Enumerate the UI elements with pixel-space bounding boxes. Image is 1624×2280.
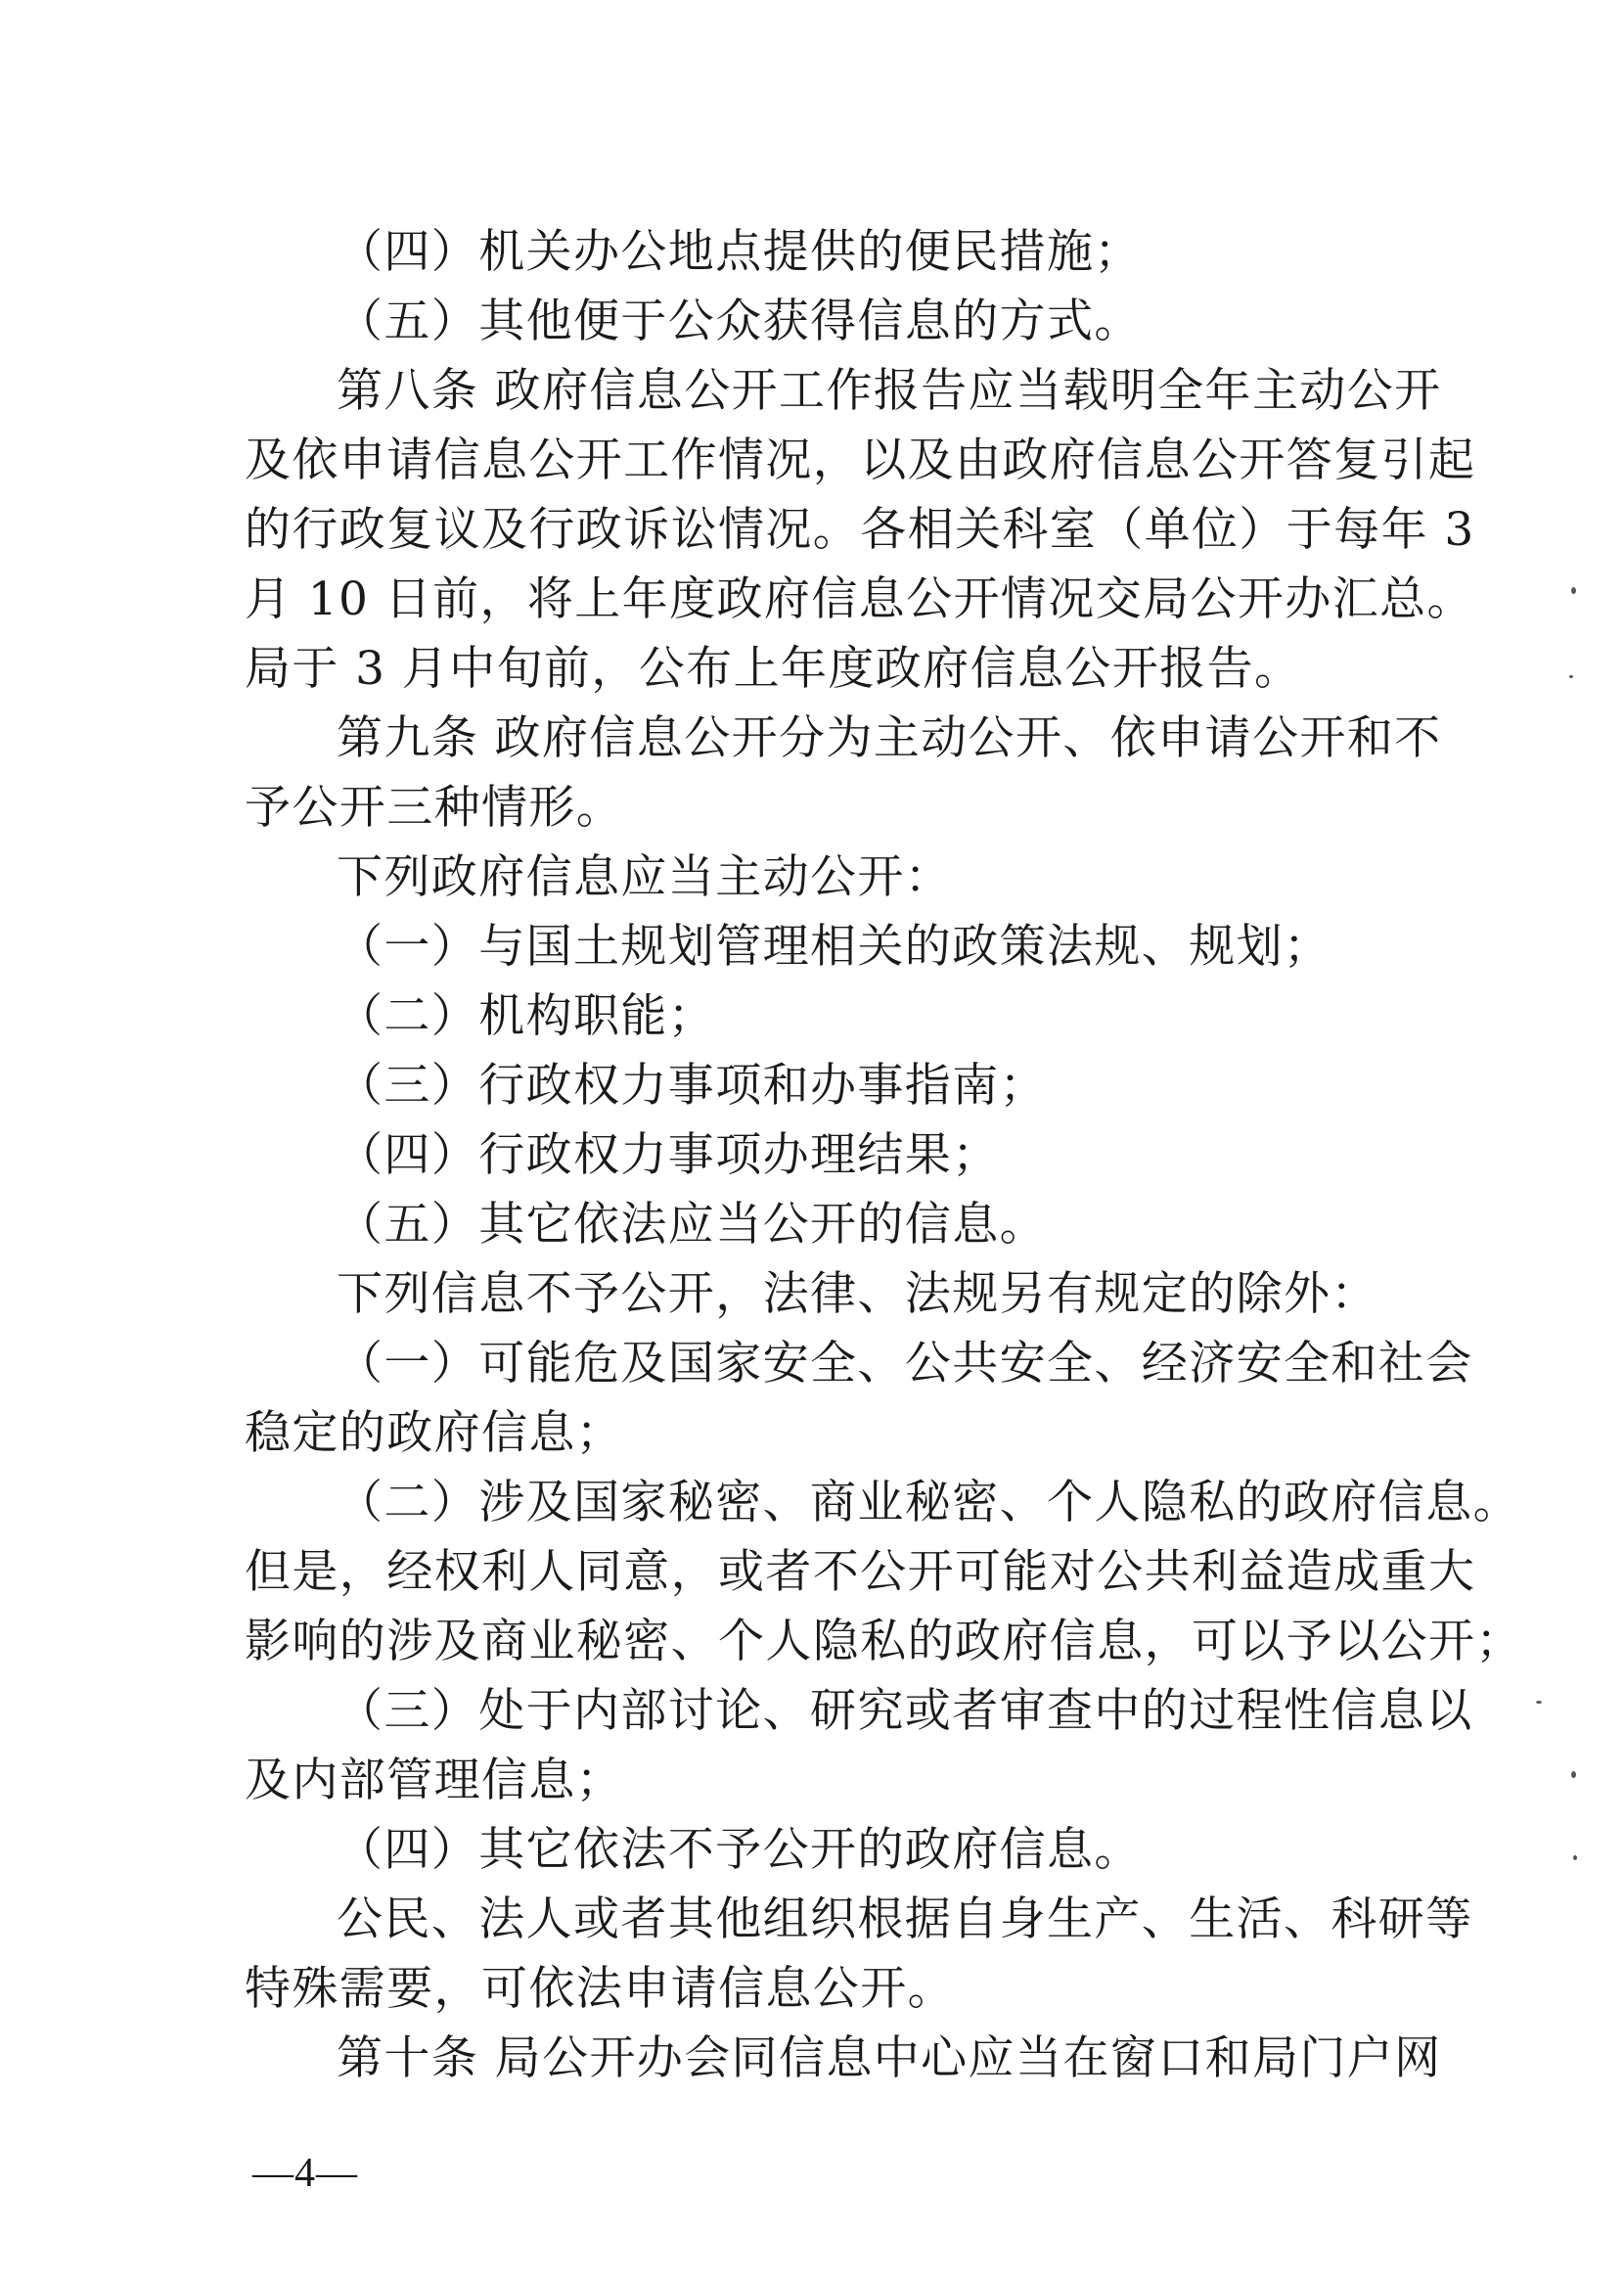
body-line: （四）行政权力事项办理结果； [337, 1128, 1000, 1182]
body-line: 第九条 政府信息公开分为主动公开、依申请公开和不 [337, 711, 1442, 765]
scan-speck [1536, 1701, 1542, 1704]
body-line: （二）机构职能； [337, 989, 716, 1043]
scan-speck [1571, 1771, 1576, 1778]
body-line: 影响的涉及商业秘密、个人隐私的政府信息，可以予以公开； [245, 1615, 1523, 1668]
body-line: 下列信息不予公开，法律、法规另有规定的除外： [337, 1267, 1378, 1321]
body-line: （四）其它依法不予公开的政府信息。 [337, 1823, 1142, 1877]
body-line: （五）其它依法应当公开的信息。 [337, 1198, 1047, 1252]
body-line: （三）处于内部讨论、研究或者审查中的过程性信息以 [337, 1684, 1473, 1738]
body-line: 的行政复议及行政诉讼情况。各相关科室（单位）于每年 3 [245, 503, 1475, 557]
body-line: （一）可能危及国家安全、公共安全、经济安全和社会 [337, 1337, 1473, 1391]
body-line: （五）其他便于公众获得信息的方式。 [337, 295, 1142, 348]
body-line: 予公开三种情形。 [245, 781, 624, 835]
body-line: （一）与国土规划管理相关的政策法规、规划； [337, 920, 1331, 974]
body-line: （四）机关办公地点提供的便民措施； [337, 225, 1142, 279]
body-line: 月 10 日前，将上年度政府信息公开情况交局公开办汇总。 [245, 572, 1474, 626]
body-line: 公民、法人或者其他组织根据自身生产、生活、科研等 [337, 1892, 1473, 1946]
body-line: 但是，经权利人同意，或者不公开可能对公共利益造成重大 [245, 1545, 1476, 1599]
body-line: 第十条 局公开办会同信息中心应当在窗口和局门户网 [337, 2031, 1442, 2085]
scan-speck [1571, 587, 1576, 594]
body-line: 及依申请信息公开工作情况，以及由政府信息公开答复引起 [245, 433, 1476, 487]
document-body [245, 217, 1523, 2093]
scan-speck [1569, 675, 1573, 678]
body-line: 稳定的政府信息； [245, 1406, 624, 1460]
body-line: （三）行政权力事项和办事指南； [337, 1059, 1047, 1113]
body-line: 下列政府信息应当主动公开： [337, 850, 953, 904]
body-line: （二）涉及国家秘密、商业秘密、个人隐私的政府信息。 [337, 1476, 1520, 1529]
body-line: 及内部管理信息； [245, 1754, 624, 1807]
body-line: 特殊需要，可依法申请信息公开。 [245, 1962, 955, 2016]
body-line: 第八条 政府信息公开工作报告应当载明全年主动公开 [337, 364, 1442, 418]
body-line: 局于 3 月中旬前，公布上年度政府信息公开报告。 [245, 642, 1302, 696]
page-number: —4— [252, 2151, 358, 2196]
scan-speck [1573, 1855, 1577, 1860]
